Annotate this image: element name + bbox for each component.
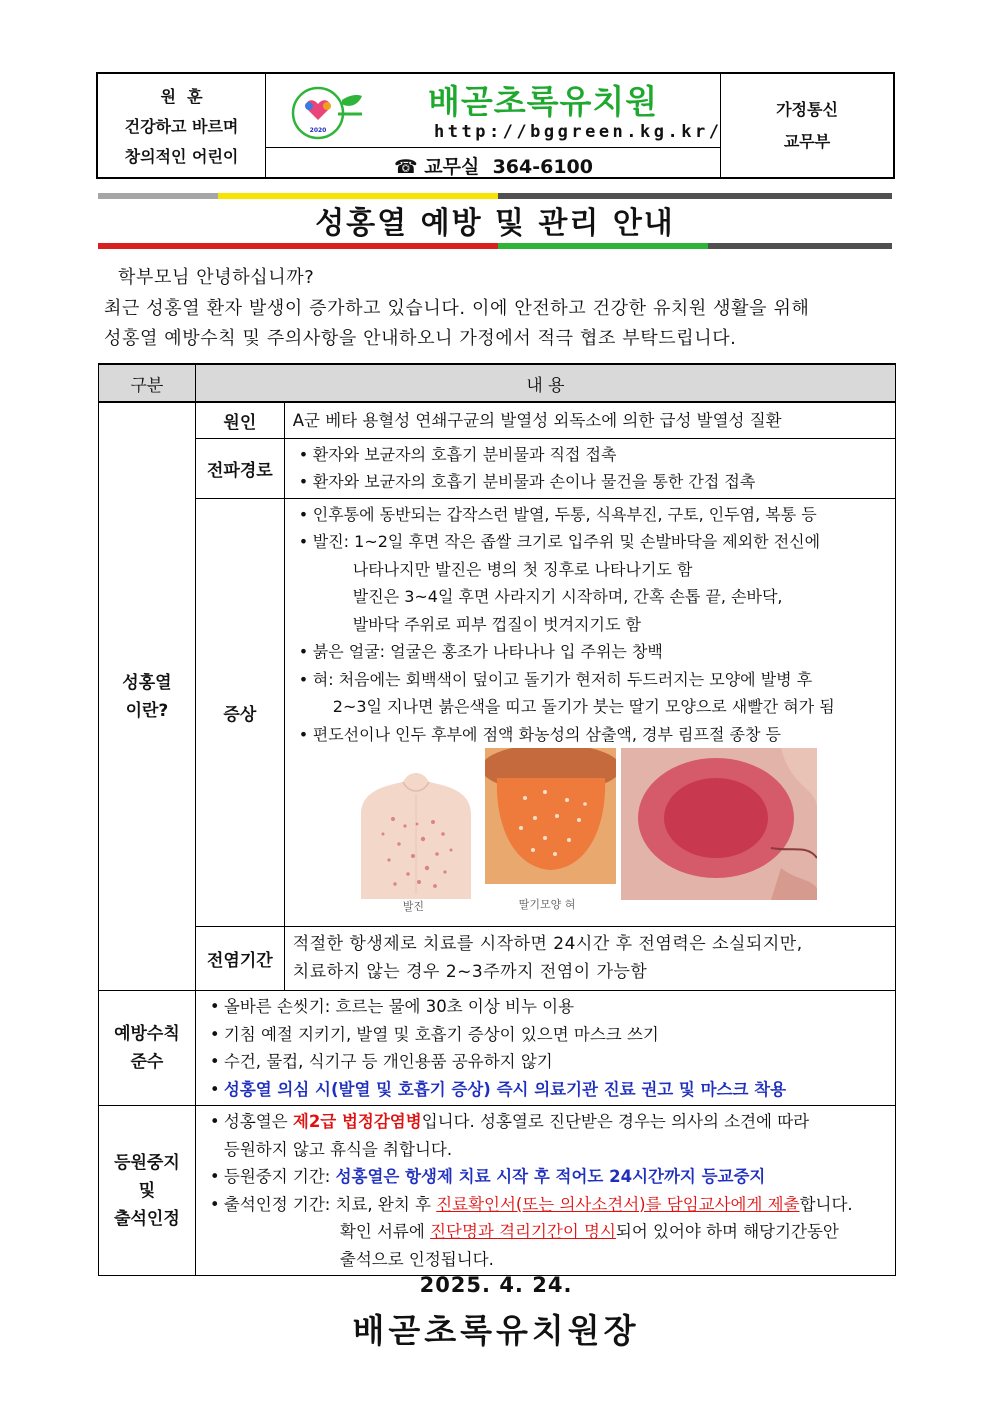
symptom-cont: 발바닥 주위로 피부 껍질이 벗겨지기도 함 (352, 614, 641, 634)
department: 교무부 (783, 132, 831, 151)
motto-title: 원 훈 (160, 87, 203, 106)
logo-year: 2020 (309, 127, 327, 134)
symptom-cont: 발진은 3~4일 후면 사라지기 시작하며, 간혹 손톱 끝, 손바닥, (352, 587, 783, 606)
symptom-item: • 편도선이나 인두 후부에 점액 화농성의 삼출액, 경부 림프절 종창 등 (293, 721, 887, 749)
tongue-caption: 딸기모양 혀 (518, 898, 576, 911)
symptom-item: • 붉은 얼굴: 얼굴은 홍조가 나타나나 입 주위는 창백 (293, 638, 887, 666)
sec2-category (99, 991, 196, 1106)
page-title: 성홍열 예방 및 관리 안내 (315, 206, 675, 241)
attendance-text: 성홍열은 (223, 1112, 293, 1131)
table-header-row (99, 364, 896, 402)
contagious-line2: 치료하지 않는 경우 2~3주까지 전염이 가능함 (292, 961, 648, 982)
attendance-cont (204, 1218, 887, 1246)
header-category: 구분 (99, 364, 196, 402)
attendance-cont: 출석으로 인정됩니다. (339, 1249, 494, 1269)
school-logo-icon (288, 82, 364, 142)
doc-type: 가정통신 (776, 100, 838, 119)
sec3-label-line3: 출석인정 (114, 1208, 180, 1229)
symptom-label: 증상 (195, 498, 284, 927)
attendance-item (204, 1163, 887, 1191)
route-item: • 환자와 보균자의 호흡기 분비물과 손이나 물건을 통한 간접 접촉 (293, 468, 887, 496)
bottom-bar-red (98, 243, 498, 249)
signer: 배곧초록유치원장 (352, 1311, 640, 1350)
symptom-item: • 혀: 처음에는 회백색이 덮이고 돌기가 현저히 두드러지는 모양에 발병 후 (293, 666, 887, 694)
sec3-category (99, 1106, 196, 1276)
symptom-cont: 나타나지만 발진은 병의 첫 징후로 나타나기도 함 (352, 559, 693, 579)
diagnosis-text: 진단명과 격리기간이 명시 (430, 1222, 616, 1241)
prevention-item-highlight (204, 1076, 887, 1104)
cause-label: 원인 (195, 402, 284, 438)
intro-line1: 최근 성홍열 환자 발생이 증가하고 있습니다. 이에 안전하고 건강한 유치원 생활을 위해 (104, 298, 810, 319)
table-row-attendance (99, 1106, 896, 1276)
route-label: 전파경로 (195, 438, 284, 498)
contagious-label: 전염기간 (195, 927, 284, 991)
contagious-cell (284, 927, 895, 991)
bottom-bar-green (498, 243, 708, 249)
sec3-label-line2: 및 (138, 1180, 156, 1201)
school-url[interactable]: http://bggreen.kg.kr/ (434, 122, 723, 142)
attendance-text: 출석인정 기간: 치료, 완치 후 (223, 1194, 437, 1214)
table-row-route (99, 438, 896, 498)
intro-line2: 성홍열 예방수칙 및 주의사항을 안내하오니 가정에서 적극 협조 부탁드립니다. (104, 328, 737, 349)
route-cell (284, 438, 895, 498)
office-phone: ☎ 교무실 364-6100 (394, 156, 594, 178)
table-row-symptom (99, 498, 896, 927)
motto-line1: 건강하고 바르며 (124, 117, 239, 136)
sec1-category (99, 402, 196, 991)
intro-greeting: 학부모님 안녕하십니까? (118, 267, 315, 288)
brand-top (266, 74, 721, 148)
sec2-label-line2: 준수 (130, 1052, 164, 1072)
attendance-item (204, 1108, 887, 1136)
table-row-prevention (99, 991, 896, 1106)
doc-info-box (721, 74, 893, 177)
symptom-item: • 발진: 1~2일 후면 작은 좁쌀 크기로 입주위 및 손발바닥을 제외한 전신에 (293, 528, 887, 556)
attendance-text: 입니다. 성홍열로 진단받은 경우는 의사의 소견에 따라 (421, 1112, 810, 1131)
attendance-text: 확인 서류에 (339, 1222, 431, 1241)
header-content: 내 용 (195, 364, 895, 402)
cause-text: A군 베타 용혈성 연쇄구균의 발열성 외독소에 의한 급성 발열성 질환 (284, 402, 895, 438)
school-name: 배곧초록유치원 (428, 82, 659, 121)
info-table (98, 363, 896, 1276)
submit-document-text: 진료확인서(또는 의사소견서)를 담임교사에게 제출 (436, 1194, 800, 1214)
prevention-item: • 올바른 손씻기: 흐르는 물에 30초 이상 비누 이용 (204, 993, 887, 1021)
attendance-text: 등원중지 기간: (223, 1167, 336, 1186)
issue-date: 2025. 4. 24. (419, 1273, 573, 1297)
motto-line2: 창의적인 어린이 (124, 147, 239, 166)
prevention-cell (195, 991, 895, 1106)
table-row-contagious (99, 927, 896, 991)
attendance-item (204, 1191, 887, 1219)
sec1-label-line2: 이란? (125, 700, 169, 721)
sec2-label-line1: 예방수칙 (114, 1024, 180, 1044)
rash-caption: 발진 (402, 900, 425, 913)
suspension-period-text: 성홍열은 항생제 치료 시작 후 적어도 24시간까지 등교중지 (335, 1167, 766, 1186)
symptom-cont: 2~3일 지나면 붉은색을 띠고 돌기가 붓는 딸기 모양으로 새빨간 혀가 됨 (332, 697, 835, 716)
brand-box (266, 74, 721, 177)
attendance-text: 되어 있어야 하며 해당기간동안 (615, 1222, 839, 1241)
attendance-cell (195, 1106, 895, 1276)
sec3-label-line1: 등원중지 (114, 1152, 180, 1173)
sec1-label-line1: 성홍열 (122, 672, 172, 693)
bottom-bar-dark (708, 243, 892, 249)
contagious-line1: 적절한 항생제로 치료를 시작하면 24시간 후 전염력은 소실되지만, (292, 934, 803, 954)
letterhead (96, 72, 895, 179)
attendance-text: 합니다. (799, 1194, 853, 1214)
rash-back-image (353, 764, 479, 899)
route-item: • 환자와 보균자의 호흡기 분비물과 직접 접촉 (293, 441, 887, 469)
prevention-item: • 기침 예절 지키기, 발열 및 호흡기 증상이 있으면 마스크 쓰기 (204, 1021, 887, 1049)
symptom-images (293, 748, 887, 924)
strawberry-tongue-image (485, 748, 616, 884)
motto-box (98, 74, 266, 177)
symptom-cell (284, 498, 895, 927)
attendance-cont: 등원하지 않고 휴식을 취합니다. (223, 1139, 453, 1159)
red-face-image (621, 748, 817, 900)
prevention-highlight-text: 성홍열 의심 시(발열 및 호흡기 증상) 즉시 의료기관 진료 권고 및 마스크 착용 (223, 1079, 787, 1099)
symptom-item: • 인후통에 동반되는 갑작스런 발열, 두통, 식욕부진, 구토, 인두염, 복통 등 (293, 501, 887, 529)
table-row-cause (99, 402, 896, 438)
legal-disease-text: 제2급 법정감염병 (292, 1112, 422, 1131)
prevention-item: • 수건, 물컵, 식기구 등 개인용품 공유하지 않기 (204, 1048, 887, 1076)
